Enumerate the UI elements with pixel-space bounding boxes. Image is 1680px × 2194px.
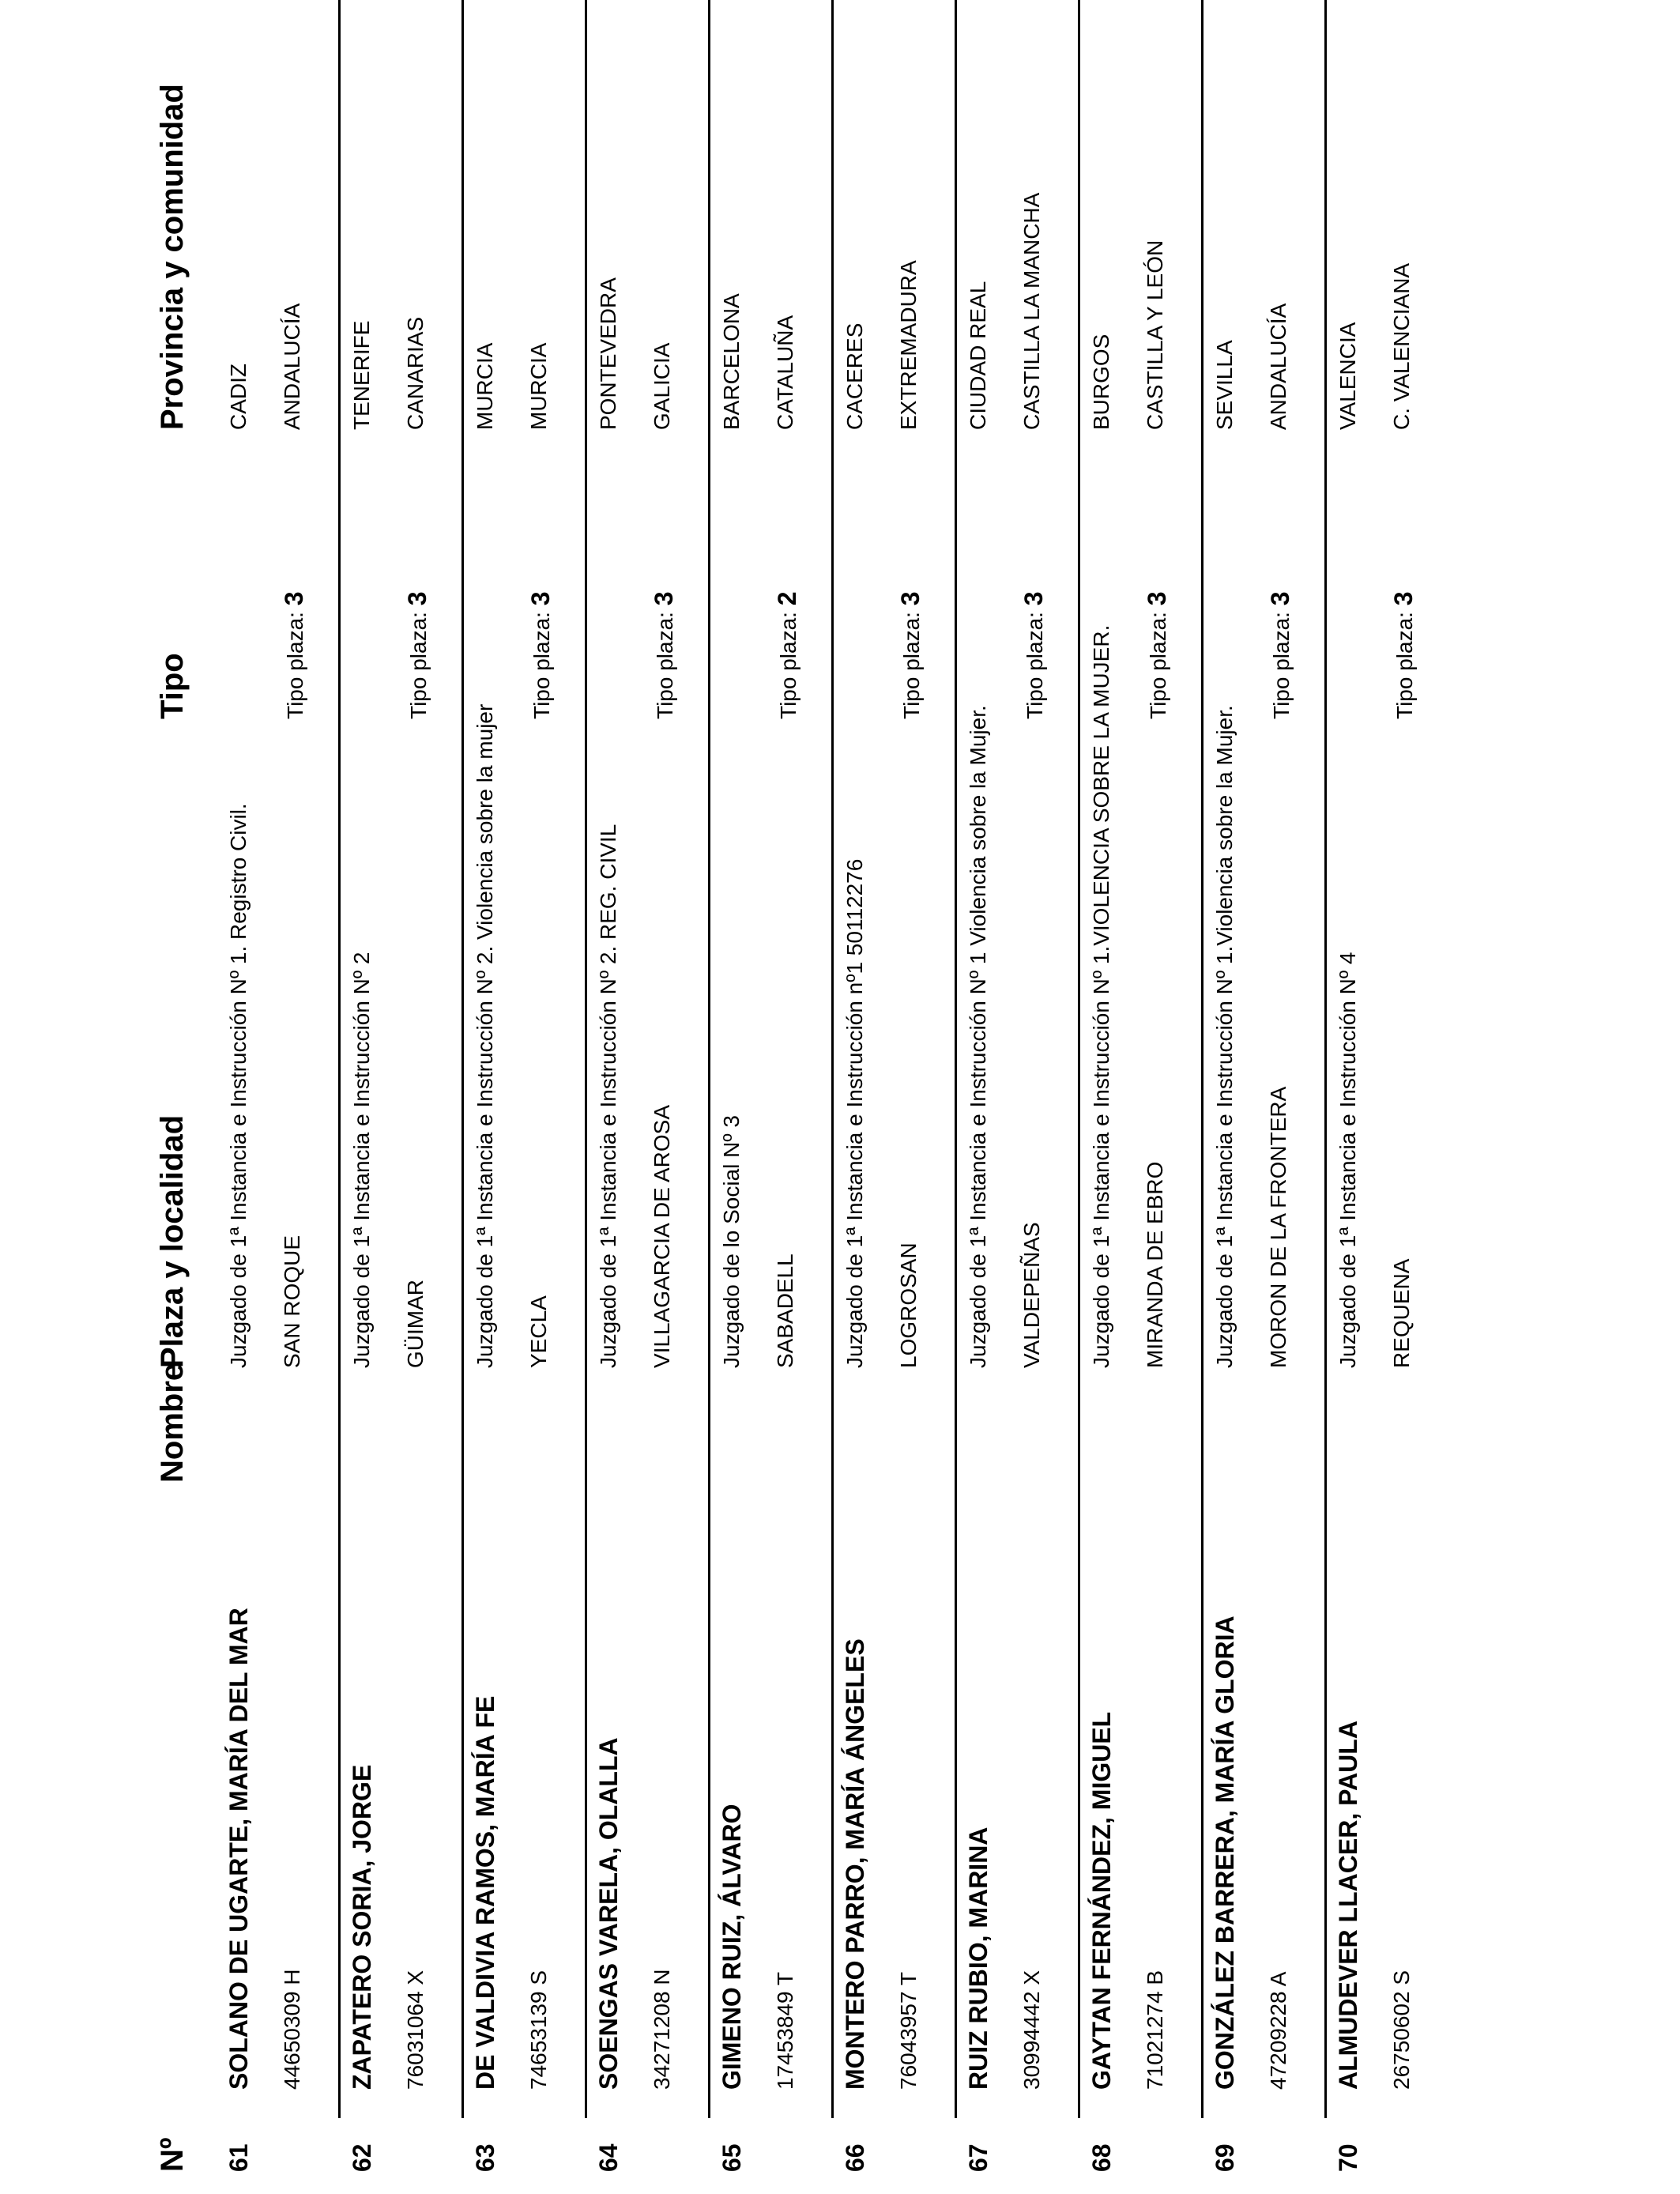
person-name: GONZÁLEZ BARRERA, MARÍA GLORIA — [1211, 1615, 1239, 2090]
tipo-plaza-label: Tipo plaza: — [406, 612, 431, 719]
province: PONTEVEDRA — [596, 277, 620, 430]
province: VALENCIA — [1335, 322, 1360, 430]
tipo-plaza-label: Tipo plaza: — [899, 612, 924, 719]
record-number: 62 — [348, 2143, 376, 2172]
record-number: 70 — [1334, 2143, 1362, 2172]
tipo-plaza — [1389, 591, 1418, 719]
locality: GÜIMAR — [403, 1280, 428, 1368]
tipo-plaza — [650, 591, 679, 719]
province: BARCELONA — [719, 293, 744, 430]
locality: VILLAGARCIA DE AROSA — [650, 1104, 674, 1368]
locality: MIRANDA DE EBRO — [1143, 1161, 1167, 1368]
tipo-plaza-label: Tipo plaza: — [283, 612, 307, 719]
tipo-plaza-label: Tipo plaza: — [653, 612, 677, 719]
person-name: GAYTAN FERNÁNDEZ, MIGUEL — [1087, 1711, 1116, 2090]
tipo-plaza-value: 3 — [1266, 591, 1294, 606]
tipo-plaza-value: 3 — [1389, 591, 1418, 606]
court-name: Juzgado de 1ª Instancia e Instrucción Nº 2 — [349, 952, 374, 1368]
locality: LOGROSAN — [896, 1242, 921, 1368]
person-dni: 74653139 S — [526, 1970, 551, 2090]
court-name: Juzgado de 1ª Instancia e Instrucción Nº 4 — [1335, 952, 1360, 1368]
province: SEVILLA — [1212, 340, 1237, 430]
tipo-plaza-value: 2 — [773, 591, 801, 606]
person-name: ZAPATERO SORIA, JORGE — [348, 1764, 376, 2090]
court-name: Juzgado de lo Social Nº 3 — [719, 1115, 744, 1368]
tipo-plaza — [1019, 591, 1049, 719]
person-dni: 26750602 S — [1389, 1970, 1414, 2090]
record-number: 63 — [471, 2143, 499, 2172]
court-name: Juzgado de 1ª Instancia e Instrucción Nº 2. Violencia sobre la mujer — [473, 703, 497, 1368]
row-divider — [955, 0, 957, 2118]
person-dni: 76043957 T — [896, 1972, 921, 2090]
header-num: Nº — [155, 2137, 190, 2172]
record-number: 65 — [718, 2143, 746, 2172]
person-dni: 30994442 X — [1019, 1970, 1044, 2090]
community: CANARIAS — [403, 316, 428, 430]
row-divider — [1078, 0, 1080, 2118]
tipo-plaza — [1143, 591, 1172, 719]
court-name: Juzgado de 1ª Instancia e Instrucción Nº 2. REG. CIVIL — [596, 824, 620, 1368]
province: CIUDAD REAL — [966, 281, 990, 430]
tipo-plaza — [526, 591, 556, 719]
person-name: RUIZ RUBIO, MARINA — [964, 1826, 993, 2090]
person-dni: 34271208 N — [650, 1969, 674, 2090]
header-tipo: Tipo — [155, 653, 190, 719]
tipo-plaza — [896, 591, 925, 719]
person-name: SOLANO DE UGARTE, MARÍA DEL MAR — [224, 1608, 253, 2090]
person-dni: 17453849 T — [773, 1972, 797, 2090]
province: BURGOS — [1089, 334, 1113, 430]
community: CASTILLA LA MANCHA — [1019, 192, 1044, 430]
community: ANDALUCÍA — [280, 303, 304, 430]
header-provincia: Provincia y comunidad — [155, 84, 190, 430]
locality: SABADELL — [773, 1253, 797, 1368]
record-number: 69 — [1211, 2143, 1239, 2172]
person-name: DE VALDIVIA RAMOS, MARÍA FE — [471, 1695, 499, 2090]
tipo-plaza-label: Tipo plaza: — [529, 612, 554, 719]
community: CASTILLA Y LEÓN — [1143, 239, 1167, 430]
province: TENERIFE — [349, 320, 374, 430]
court-name: Juzgado de 1ª Instancia e Instrucción Nº 1.Violencia sobre la Mujer. — [1212, 705, 1237, 1368]
province: CACERES — [842, 322, 867, 430]
row-divider — [585, 0, 587, 2118]
record-number: 61 — [224, 2143, 253, 2172]
tipo-plaza-value: 3 — [896, 591, 925, 606]
community: MURCIA — [526, 342, 551, 430]
tipo-plaza-label: Tipo plaza: — [776, 612, 800, 719]
person-dni: 44650309 H — [280, 1969, 304, 2090]
tipo-plaza-value: 3 — [280, 591, 308, 606]
tipo-plaza — [403, 591, 432, 719]
court-name: Juzgado de 1ª Instancia e Instrucción Nº 1 Violencia sobre la Mujer. — [966, 705, 990, 1368]
row-divider — [708, 0, 710, 2118]
court-name: Juzgado de 1ª Instancia e Instrucción Nº 1. Registro Civil. — [226, 803, 250, 1368]
person-name: GIMENO RUIZ, ÁLVARO — [718, 1804, 746, 2090]
tipo-plaza — [280, 591, 309, 719]
tipo-plaza-value: 3 — [403, 591, 431, 606]
person-dni: 71021274 B — [1143, 1970, 1167, 2090]
locality: SAN ROQUE — [280, 1235, 304, 1368]
person-name: MONTERO PARRO, MARÍA ÁNGELES — [841, 1638, 869, 2090]
tipo-plaza — [773, 591, 802, 719]
person-dni: 76031064 X — [403, 1970, 428, 2090]
tipo-plaza-value: 3 — [650, 591, 678, 606]
tipo-plaza-label: Tipo plaza: — [1392, 612, 1417, 719]
row-divider — [461, 0, 464, 2118]
tipo-plaza-label: Tipo plaza: — [1146, 612, 1170, 719]
header-nombre: Nombre — [155, 1363, 190, 1483]
record-number: 64 — [594, 2143, 623, 2172]
court-name: Juzgado de 1ª Instancia e Instrucción nº1 50112276 — [842, 858, 867, 1368]
tipo-plaza — [1266, 591, 1295, 719]
row-divider — [338, 0, 341, 2118]
community: GALICIA — [650, 342, 674, 430]
community: ANDALUCÍA — [1266, 303, 1290, 430]
record-number: 66 — [841, 2143, 869, 2172]
row-divider — [1324, 0, 1327, 2118]
row-divider — [1201, 0, 1203, 2118]
locality: MORON DE LA FRONTERA — [1266, 1086, 1290, 1368]
community: EXTREMADURA — [896, 260, 921, 430]
tipo-plaza-value: 3 — [526, 591, 555, 606]
locality: YECLA — [526, 1295, 551, 1368]
tipo-plaza-label: Tipo plaza: — [1023, 612, 1047, 719]
province: CADIZ — [226, 364, 250, 430]
record-number: 68 — [1087, 2143, 1116, 2172]
tipo-plaza-value: 3 — [1143, 591, 1171, 606]
province: MURCIA — [473, 342, 497, 430]
header-plaza: Plaza y localidad — [155, 1114, 190, 1368]
tipo-plaza-value: 3 — [1019, 591, 1048, 606]
court-name: Juzgado de 1ª Instancia e Instrucción Nº 1.VIOLENCIA SOBRE LA MUJER. — [1089, 624, 1113, 1368]
tipo-plaza-label: Tipo plaza: — [1269, 612, 1294, 719]
locality: VALDEPEÑAS — [1019, 1222, 1044, 1368]
community: CATALUÑA — [773, 315, 797, 430]
locality: REQUENA — [1389, 1258, 1414, 1368]
row-divider — [831, 0, 834, 2118]
community: C. VALENCIANA — [1389, 262, 1414, 430]
record-number: 67 — [964, 2143, 993, 2172]
person-name: SOENGAS VARELA, OLALLA — [594, 1737, 623, 2090]
person-name: ALMUDEVER LLACER, PAULA — [1334, 1721, 1362, 2090]
person-dni: 47209228 A — [1266, 1971, 1290, 2090]
